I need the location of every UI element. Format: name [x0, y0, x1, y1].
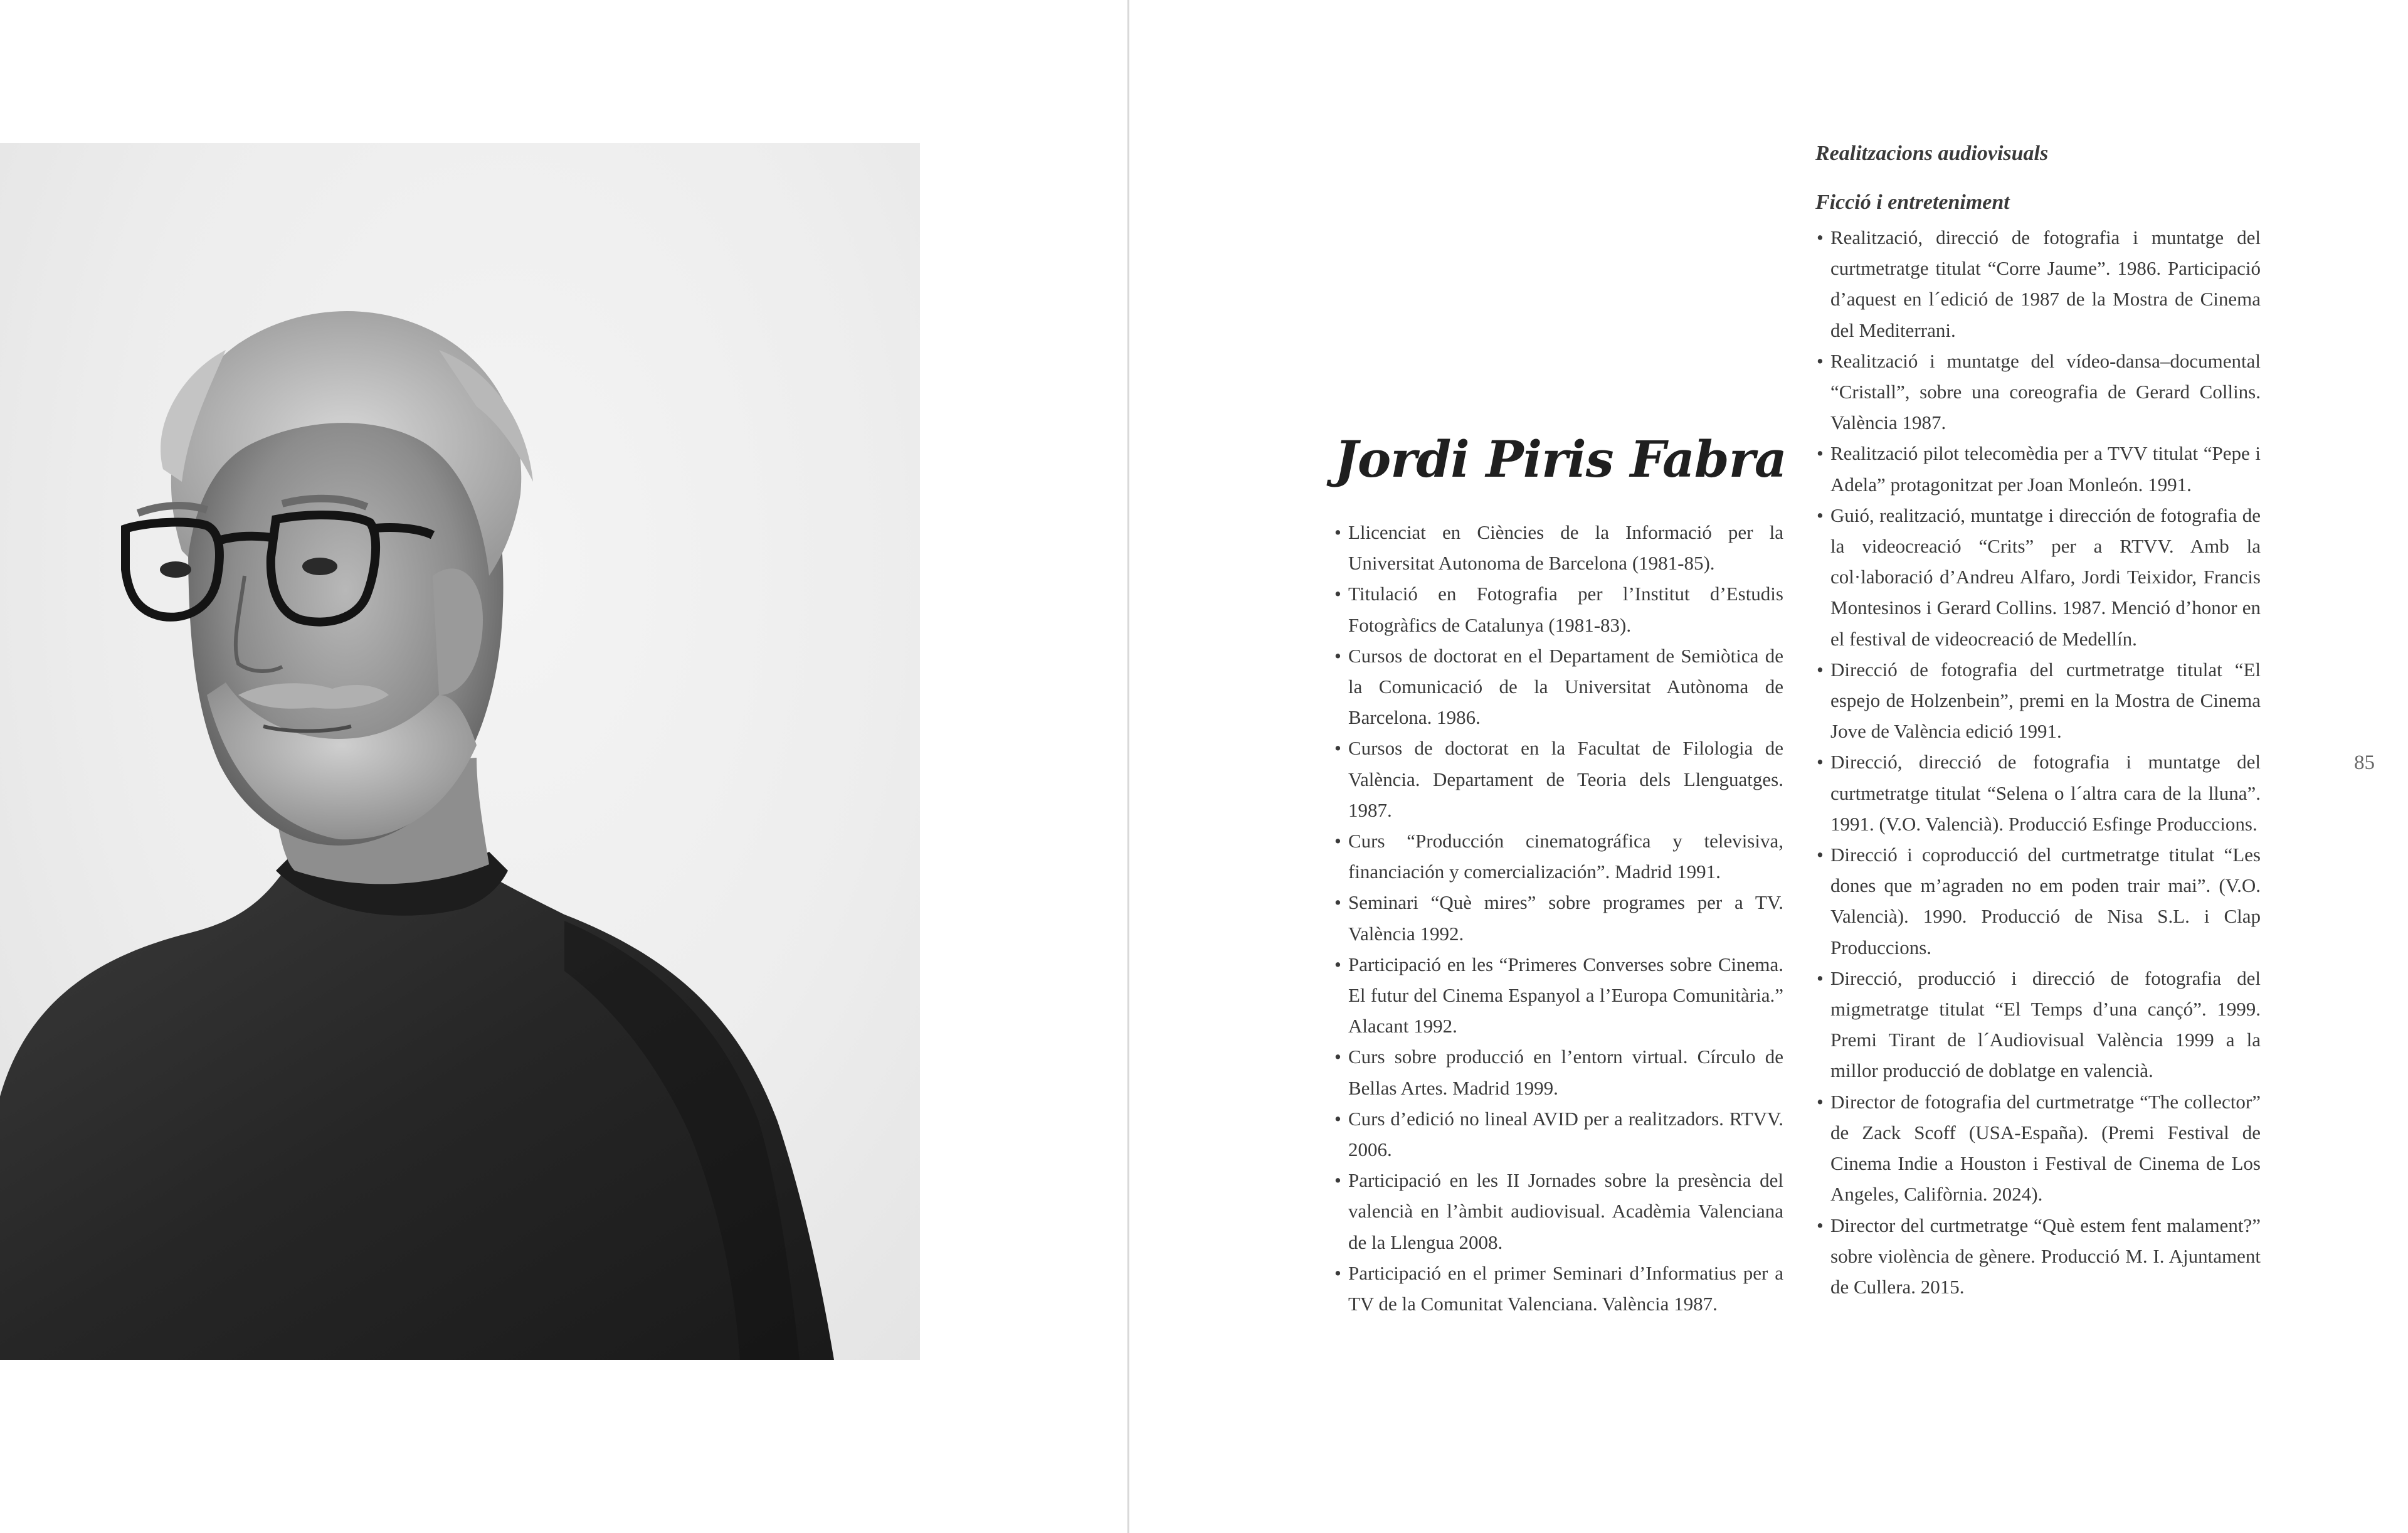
- list-item: • Direcció, producció i direcció de fotografia del migmetratge titulat “El Temps d’una cançó”. 1999. Premi Tirant de l´Audiovisual València 1999 a la millor producció de doblatge en valencià.: [1817, 963, 2261, 1086]
- section-heading-audiovisual: Realitzacions audiovisuals: [1815, 142, 2049, 165]
- page-number: 85: [2354, 751, 2375, 774]
- list-item: • Participació en les “Primeres Converses sobre Cinema. El futur del Cinema Espanyol a l’Europa Comunitària.” Alacant 1992.: [1334, 949, 1783, 1042]
- education-column: [1334, 517, 1783, 1319]
- section-subheading-fiction: Ficció i entreteniment: [1815, 191, 2010, 214]
- list-item: • Seminari “Què mires” sobre programes per a TV. València 1992.: [1334, 887, 1783, 948]
- education-list: [1334, 517, 1783, 1319]
- list-item: • Curs sobre producció en l’entorn virtual. Círculo de Bellas Artes. Madrid 1999.: [1334, 1041, 1783, 1103]
- audiovisual-list: [1817, 222, 2261, 1302]
- list-item: • Guió, realització, muntatge i dirección de fotografia de la videocreació “Crits” per a RTVV. Amb la col·laboració d’Andreu Alfaro, Jordi Teixidor, Francis Montesinos i Gerard Collins. 1987. Menció d’honor en el festival de videocreació de Medellín.: [1817, 500, 2261, 654]
- person-name: Jordi Piris Fabra: [1334, 430, 1787, 489]
- list-item: • Cursos de doctorat en la Facultat de Filologia de València. Departament de Teoria dels Llenguatges. 1987.: [1334, 733, 1783, 825]
- list-item: • Realització pilot telecomèdia per a TVV titulat “Pepe i Adela” protagonitzat per Joan Monleón. 1991.: [1817, 438, 2261, 499]
- list-item: • Curs “Producción cinematográfica y televisiva, financiación y comercialización”. Madrid 1991.: [1334, 825, 1783, 887]
- list-item: • Director de fotografia del curtmetratge “The collector” de Zack Scoff (USA-España). (Premi Festival de Cinema Indie a Houston i Festival de Cinema de Los Angeles, Califòrnia. 2024).: [1817, 1086, 2261, 1210]
- portrait-photo: [0, 143, 920, 1360]
- list-item: • Titulació en Fotografia per l’Institut d’Estudis Fotogràfics de Catalunya (1981-83).: [1334, 578, 1783, 640]
- list-item: • Direcció i coproducció del curtmetratge titulat “Les dones que m’agraden no em poden trair mai”. (V.O. Valencià). 1990. Producció de Nisa S.L. i Clap Produccions.: [1817, 839, 2261, 963]
- list-item: • Direcció, direcció de fotografia i muntatge del curtmetratge titulat “Selena o l´altra cara de la lluna”. 1991. (V.O. Valencià). Producció Esfinge Produccions.: [1817, 746, 2261, 839]
- list-item: • Realització, direcció de fotografia i muntatge del curtmetratge titulat “Corre Jaume”. 1986. Participació d’aquest en l´edició de 1987 de la Mostra de Cinema del Mediterrani.: [1817, 222, 2261, 346]
- page-gutter: [1127, 0, 1129, 1533]
- audiovisual-column: [1817, 222, 2261, 1302]
- list-item: • Director del curtmetratge “Què estem fent malament?” sobre violència de gènere. Producció M. I. Ajuntament de Cullera. 2015.: [1817, 1210, 2261, 1303]
- list-item: • Participació en les II Jornades sobre la presència del valencià en l’àmbit audiovisual. Acadèmia Valenciana de la Llengua 2008.: [1334, 1165, 1783, 1258]
- list-item: • Participació en el primer Seminari d’Informatius per a TV de la Comunitat Valenciana. València 1987.: [1334, 1258, 1783, 1319]
- list-item: • Curs d’edició no lineal AVID per a realitzadors. RTVV. 2006.: [1334, 1103, 1783, 1165]
- list-item: • Cursos de doctorat en el Departament de Semiòtica de la Comunicació de la Universitat Autònoma de Barcelona. 1986.: [1334, 640, 1783, 733]
- list-item: • Realització i muntatge del vídeo-dansa–documental “Cristall”, sobre una coreografia de Gerard Collins. València 1987.: [1817, 346, 2261, 438]
- list-item: • Llicenciat en Ciències de la Informació per la Universitat Autonoma de Barcelona (1981-85).: [1334, 517, 1783, 578]
- list-item: • Direcció de fotografia del curtmetratge titulat “El espejo de Holzenbein”, premi en la Mostra de Cinema Jove de València edició 1991.: [1817, 654, 2261, 747]
